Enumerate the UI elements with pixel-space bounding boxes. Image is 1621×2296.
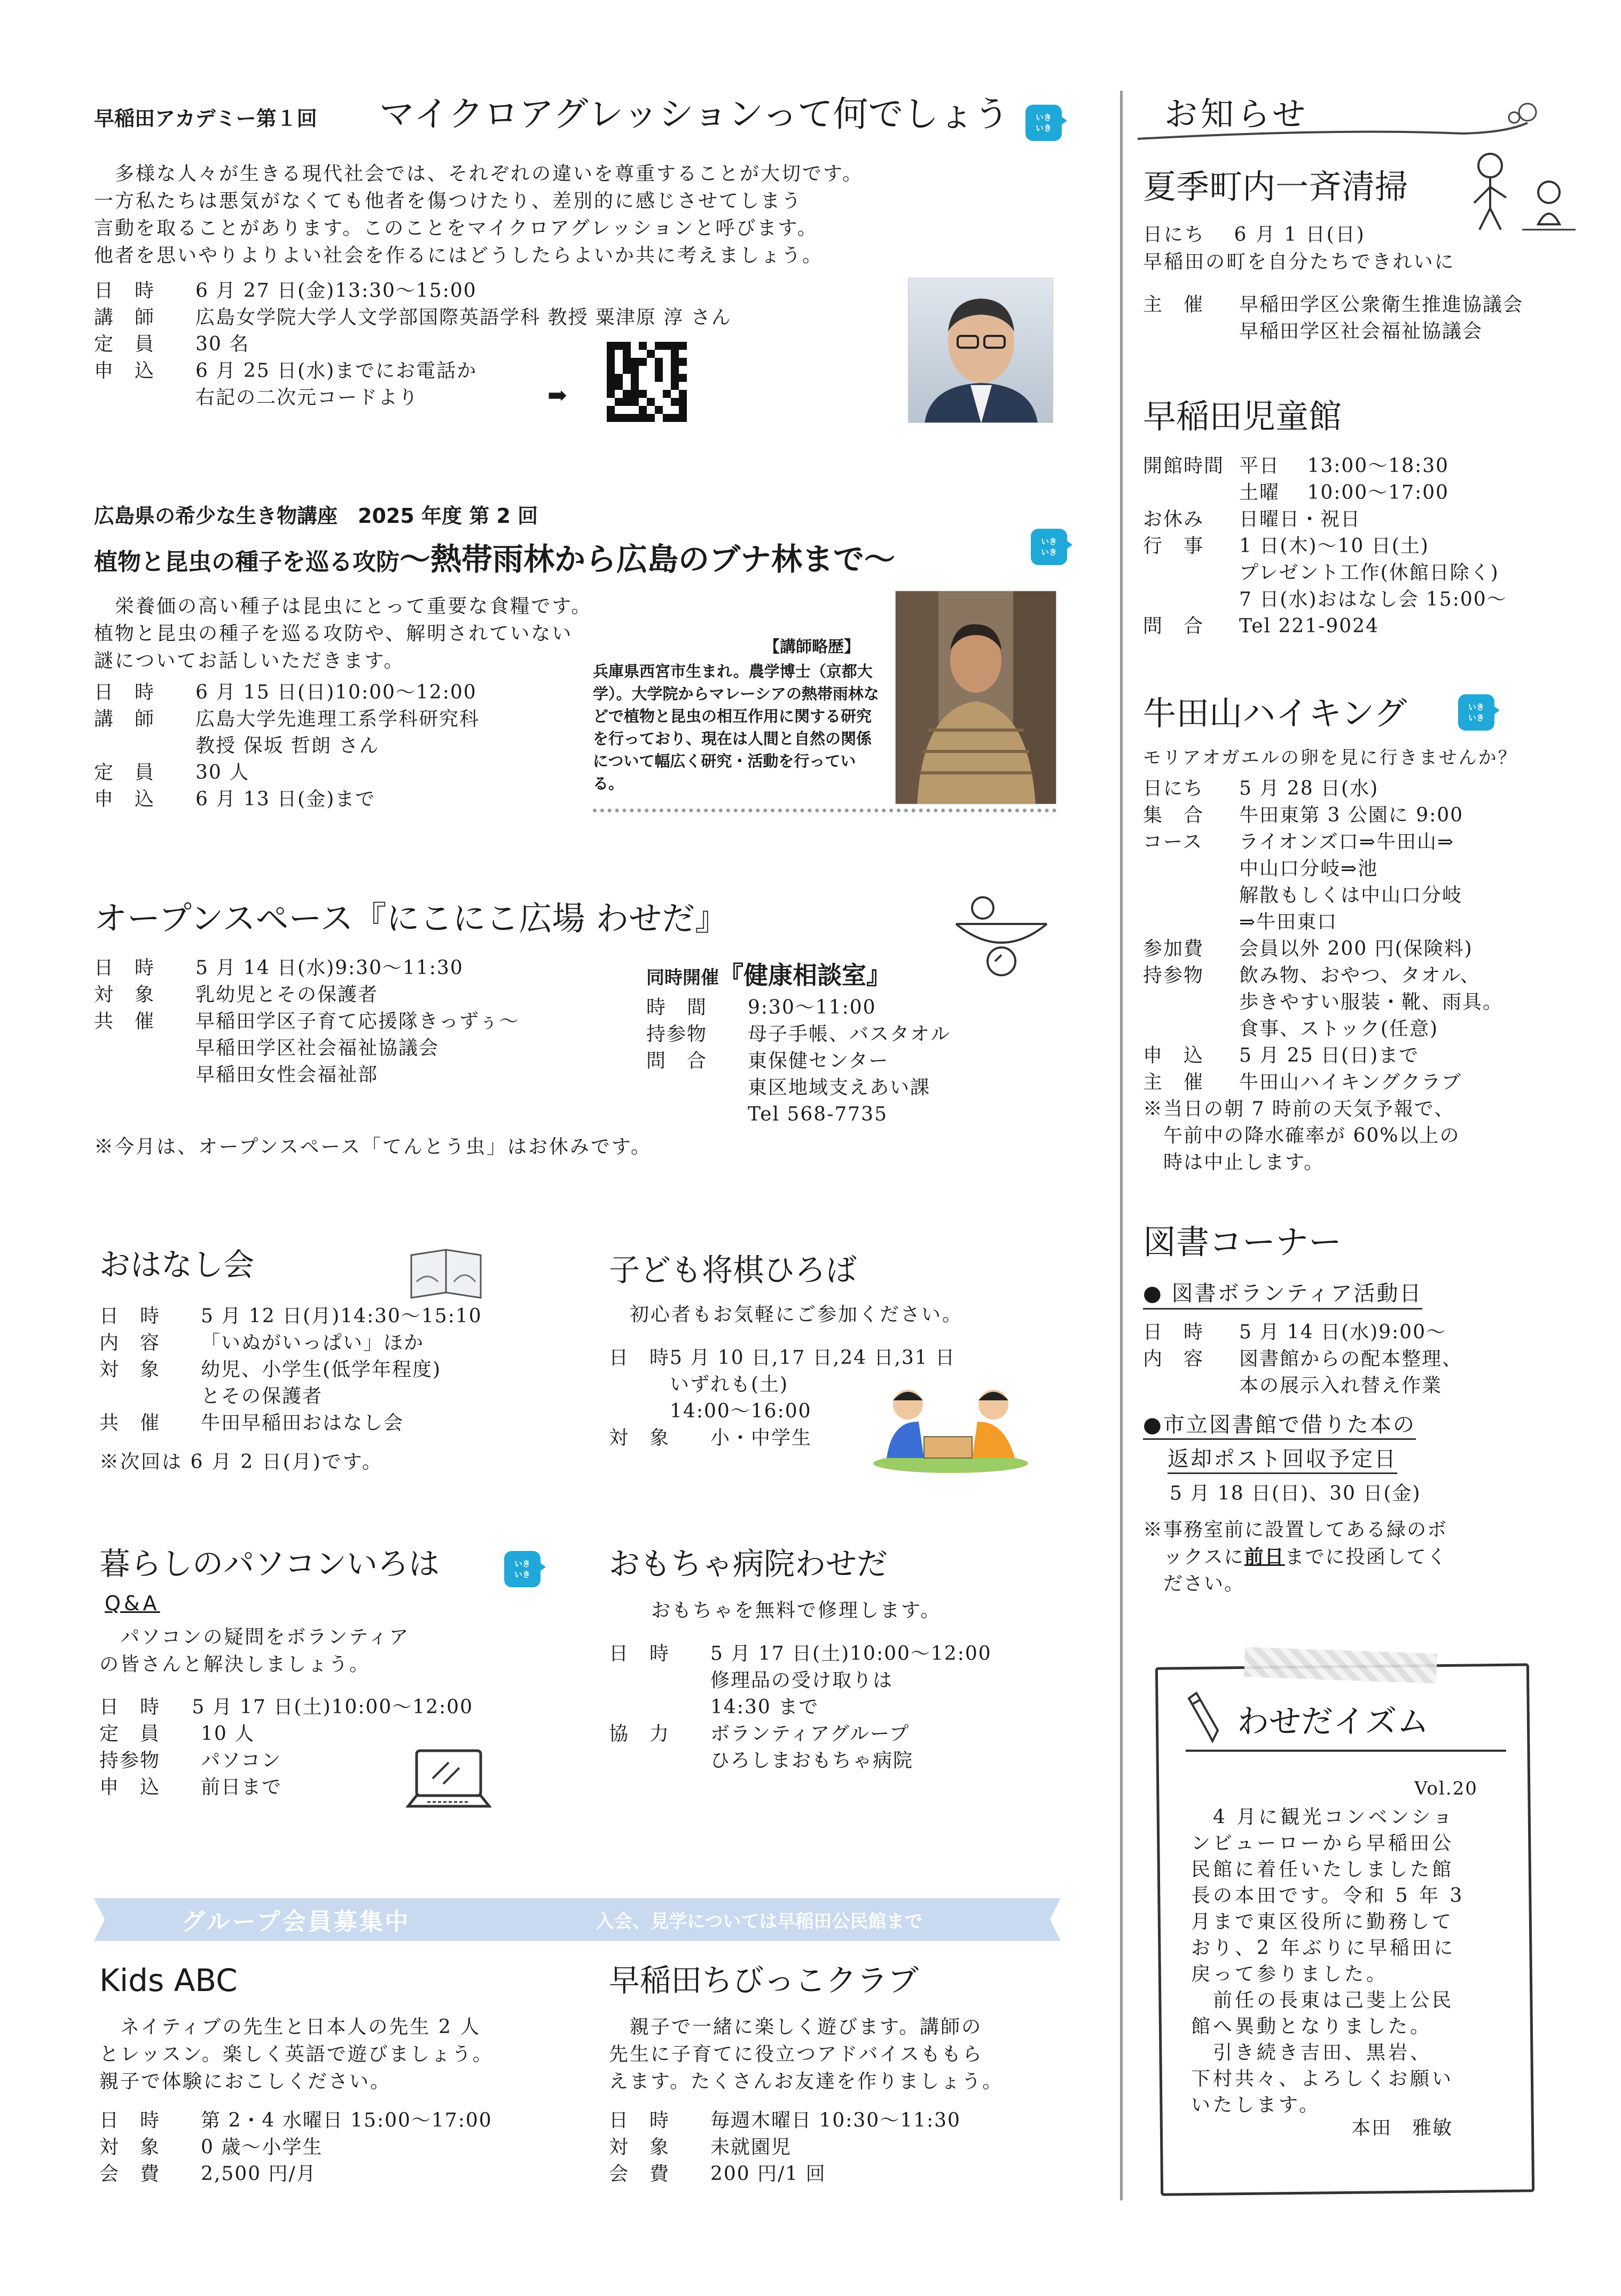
academy-info: 日 時 6 月 27 日(金)13:30～15:00 講 師 広島女学院大学人文学部国際英語学科 教授 粟津原 淳 さん 定 員 30 名 申 込 6 月 25 日(水)までにお電話か 右記の二次元コードより [94, 280, 732, 409]
species-title: 植物と昆虫の種子を巡る攻防～熱帯雨林から広島のブナ林まで～ [94, 541, 896, 577]
toy-lead: おもちゃを無料で修理します。 [630, 1600, 942, 1621]
ism-vol: Vol.20 [1414, 1778, 1478, 1799]
academy-title: マイクロアグレッションって何でしょう [379, 93, 1009, 135]
cleanup-title: 夏季町内一斉清掃 [1143, 167, 1408, 206]
ikiiki-badge: いき いき [504, 1551, 541, 1587]
ikiiki-badge: いき いき [1025, 105, 1062, 141]
portrait-graphic [909, 278, 1053, 423]
concurrent-heading: 同時開催『健康相談室』 [646, 961, 891, 990]
pc-info: 日 時 5 月 17 日(土)10:00～12:00 定 員 10 人 持参物 パソコン 申 込 前日まで [99, 1696, 473, 1798]
cleanup-lines: 日にち 6 月 1 日(日) 早稲田の町を自分たちできれいに [1143, 224, 1455, 273]
openspace-title: オープンスペース『にこにこ広場 わせだ』 [94, 899, 729, 938]
library-item1: ● 図書ボランティア活動日 [1143, 1276, 1422, 1310]
group-banner-right: 入会、見学については早稲田公民館まで [596, 1911, 923, 1932]
ism-underline [1186, 1750, 1506, 1752]
species-body: 栄養価の高い種子は昆虫にとって重要な食糧です。 植物と昆虫の種子を巡る攻防や、解明されていない 謎についてお話しいただきます。 [94, 595, 592, 672]
cleaning-kids-icon [1463, 144, 1581, 235]
jidokan-info: 開館時間 平日 13:00～18:30 土曜 10:00～17:00 お休み 日曜日・祝日 行 事 1 日(木)～10 日(土) プレゼント工作(休館日除く) 7 日(水)おはなし会 15:00～ 問 合 Tel 221-9024 [1143, 455, 1507, 637]
library-info: 日 時 5 月 14 日(水)9:00～ 内 容 図書館からの配本整理、 本の展示入れ替え作業 [1143, 1321, 1463, 1397]
book-icon [406, 1244, 486, 1303]
column-divider [1120, 91, 1123, 2200]
academy-body: 多様な人々が生きる現代社会では、それぞれの違いを尊重することが大切です。 一方私たちは悪気がなくても他者を傷つけたり、差別的に感じさせてしまう 言動を取ることがあります。このことをマイクロアグレッションと呼びます。 他者を思いやりよりよい社会を作るにはどうしたらよいか共に考えましょう。 [94, 163, 864, 267]
toy-info: 日 時 5 月 17 日(土)10:00～12:00 修理品の受け取りは 14:30 まで 協 力 ボランティアグループ ひろしまおもちゃ病院 [609, 1643, 992, 1772]
chibikko-body: 親子で一緒に楽しく遊びます。講師の 先生に子育てに役立つアドバイスももら えます。たくさんお友達を作りましょう。 [609, 2016, 1004, 2093]
openspace-info: 日 時 5 月 14 日(水)9:30～11:30 対 象 乳幼児とその保護者 共 催 早稲田学区子育て応援隊きっずぅ～ 早稲田学区社会福祉協議会 早稲田女性会福祉部 [94, 957, 520, 1086]
shogi-kids-icon [871, 1373, 1031, 1474]
dotted-divider [593, 809, 1056, 812]
kids-title: Kids ABC [99, 1962, 238, 1999]
jidokan-title: 早稲田児童館 [1143, 397, 1342, 436]
chibikko-title: 早稲田ちびっこクラブ [609, 1962, 919, 1999]
pencil-icon [1186, 1688, 1228, 1746]
library-title: 図書コーナー [1143, 1223, 1342, 1261]
pc-lead: パソコンの疑問をボランティア の皆さんと解決しましょう。 [99, 1626, 410, 1675]
profile-text: 兵庫県西宮市生まれ。農学博士（京都大学）。大学院からマレーシアの熱帯雨林などで植物と昆虫の相互作用に関する研究を行っており、現在は人間と自然の関係について幅広く研究・活動を行っている。 [593, 662, 879, 793]
ohanashi-note: ※次回は 6 月 2 日(月)です。 [99, 1451, 383, 1473]
baby-bath-icon [951, 892, 1052, 977]
kids-body: ネイティブの先生と日本人の先生 2 人 とレッスン。楽しく英語で遊びましょう。 親子で体験におこしください。 [99, 2016, 494, 2093]
shogi-lead: 初心者もお気軽にご参加ください。 [609, 1304, 964, 1326]
pc-title: 暮らしのパソコンいろは [99, 1546, 440, 1582]
ohanashi-title: おはなし会 [99, 1247, 255, 1283]
ikiiki-badge: いき いき [1031, 529, 1067, 565]
ohanashi-info: 日 時 5 月 12 日(月)14:30～15:10 内 容 「いぬがいっぱい」ほか 対 象 幼児、小学生(低学年程度) とその保護者 共 催 牛田早稲田おはなし会 [99, 1305, 482, 1434]
hiking-note: ※当日の朝 7 時前の天気予報で、 午前中の降水確率が 60%以上の 時は中止します。 [1143, 1098, 1460, 1173]
lecturer2-photo [895, 591, 1056, 804]
concurrent-info: 時 間 9:30～11:00 持参物 母子手帳、バスタオル 問 合 東保健センター 東区地域支えあい課 Tel 568-7735 [646, 997, 951, 1125]
ism-title: わせだイズム [1237, 1703, 1429, 1741]
species-info: 日 時 6 月 15 日(日)10:00～12:00 講 師 広島大学先進理工系学科研究科 教授 保坂 哲朗 さん 定 員 30 人 申 込 6 月 13 日(金)まで [94, 681, 480, 810]
group-banner-left: グループ会員募集中 [182, 1908, 411, 1935]
library-dates: 5 月 18 日(日)、30 日(金) [1170, 1483, 1421, 1504]
arrow-icon: ➡ [547, 382, 567, 409]
profile-label: 【講師略歴】 [764, 638, 860, 656]
academy-kicker: 早稲田アカデミー第１回 [94, 107, 317, 130]
ism-sign: 本田 雅敏 [1351, 2117, 1453, 2139]
library-note: ※事務室前に設置してある緑のボ ックスに前日までに投函してく ださい。 [1143, 1519, 1448, 1595]
library-item2b: 返却ポスト回収予定日 [1168, 1442, 1397, 1474]
library-item2a: ●市立図書館で借りた本の [1143, 1408, 1416, 1440]
laptop-icon [406, 1746, 491, 1816]
toy-title: おもちゃ病院わせだ [609, 1546, 888, 1582]
qr-code[interactable] [607, 342, 687, 422]
shogi-info: 日 時 5 月 10 日,17 日,24 日,31 日 いずれも(土) 14:00～16:00 対 象 小・中学生 [609, 1347, 956, 1449]
ikiiki-badge: いき いき [1458, 694, 1494, 731]
hiking-lead: モリアオガエルの卵を見に行きませんか？ [1143, 747, 1518, 769]
openspace-note: ※今月は、オープンスペース「てんとう虫」はお休みです。 [94, 1136, 652, 1158]
pc-qa: Q&A [105, 1592, 160, 1615]
notice-header: お知らせ [1164, 95, 1309, 134]
chibikko-info: 日 時 毎週木曜日 10:30～11:30 対 象 未就園児 会 費 200 円/1 回 [609, 2110, 961, 2185]
ism-body: 4 月に観光コンベンショ ンビューローから早稲田公 民館に着任いたしました館 長の本田です。令和 5 年 3 月まで東区役所に勤務して おり、2 年ぶりに早稲田に 戻って参りました。 前任の長東は己斐上公民 館へ異動となりました。 引き続き吉田、黒岩、 下村共々、よろしくお願い いたします。 [1191, 1806, 1465, 2116]
shogi-title: 子ども将棋ひろば [609, 1252, 857, 1288]
lecturer-photo [908, 278, 1053, 423]
hiking-title: 牛田山ハイキング [1143, 694, 1407, 733]
kids-info: 日 時 第 2・4 水曜日 15:00～17:00 対 象 0 歳～小学生 会 費 2,500 円/月 [99, 2110, 492, 2185]
cleanup-info: 主 催 早稲田学区公衆衛生推進協議会 早稲田学区社会福祉協議会 [1143, 294, 1524, 342]
species-kicker: 広島県の希少な生き物講座 2025 年度 第 2 回 [94, 504, 538, 528]
hiking-info: 日にち 5 月 28 日(水) 集 合 牛田東第 3 公園に 9:00 コース ライオンズ口⇒牛田山⇒ 中山口分岐⇒池 解散もしくは中山口分岐 ⇒牛田東口 参加費 会員以外 200 円(保険料) 持参物 飲み物、おやつ、タオル、 歩きやすい服装・靴、雨具。 食事、ストック(任意) 申 込 5 月 25 日(日)まで 主 催 牛田山ハイキングクラブ [1143, 778, 1503, 1093]
